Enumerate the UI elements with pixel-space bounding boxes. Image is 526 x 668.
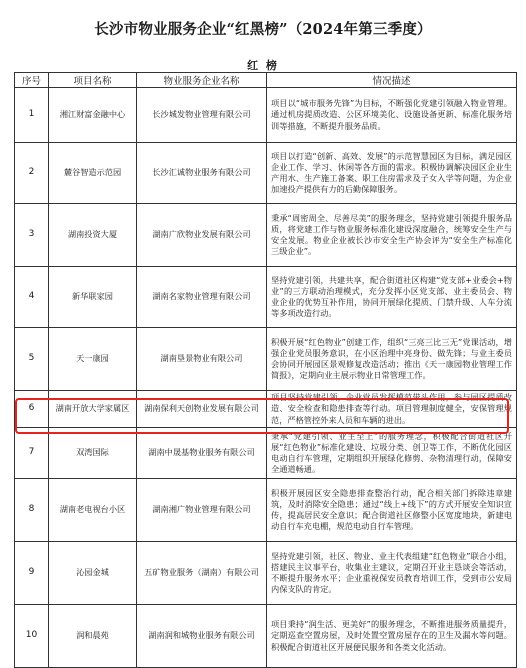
row-company: 湖南中晟基物业服务有限公司	[137, 428, 267, 479]
row-desc: 积极开展园区安全隐患排查整治行动，配合相关部门拆除违章建筑，及时消除安全隐患；通过“线上+线下”的方式开展安全知识宣传，提高居民安全意识；配合街道社区修整小区宽度地块，新建电动自行车充电棚，规范电动自行车管理。	[267, 479, 517, 542]
row-desc: 坚持党建引领，共建共享，配合街道社区构建“党支部+业委会+物业”的三方联动治理模式，充分发挥小区党支部、业主委员会、物业企业的优势互补作用，协同开展绿化提质、门禁升级、人车分流等多项改造行动。	[267, 267, 517, 328]
row-desc: 坚持党建引领，社区、物业、业主代表组建“红色物业”联合小组，搭建民主议事平台，收集业主建议，定期召开业主恳谈会等活动，不断提升服务水平；企业重视保安员教育培训工作，受到市公安局内保支队的肯定。	[267, 542, 517, 605]
row-num: 8	[15, 479, 49, 542]
row-company: 湖南湘广物业管理有限公司	[137, 479, 267, 542]
row-project: 湖南开放大学家属区	[49, 391, 137, 428]
row-num: 4	[15, 267, 49, 328]
row-num: 6	[15, 391, 49, 428]
table-row	[15, 88, 517, 143]
row-project: 麓谷智造示范园	[49, 143, 137, 204]
row-desc: 秉承“党建引领、业主至上”的服务理念，积极配合街道社区开展“红色物业”标准化建设、垃圾分类、创卫等工作，不断优化园区电动自行车管理，定期组织开展绿化修剪、杂物清理行动，保障安全通道畅通。	[267, 428, 517, 479]
row-num: 9	[15, 542, 49, 605]
row-desc: 项目以打造“创新、高效、发展”的示范智慧园区为目标，满足园区企业工作、学习、休闲等各方面的需求。积极协调解决园区企业生产用水、生产施工备案、职工住房需求及子女入学等问题，为企业加速投产提供有力的后勤保障服务。	[267, 143, 517, 204]
table-row	[15, 267, 517, 328]
row-desc: 秉承“周密周全、尽善尽美”的服务理念，坚持党建引领提升服务品质，将党建工作与物业服务标准化建设深度融合，统筹安全生产与安全发展。物业企业被长沙市安全生产协会评为“安全生产标准化三级企业”。	[267, 204, 517, 267]
row-num: 2	[15, 143, 49, 204]
table-header-row	[15, 73, 517, 88]
section-title: 红 榜	[247, 59, 279, 72]
row-company: 长沙城发物业管理有限公司	[137, 88, 267, 143]
row-project: 双湾国际	[49, 428, 137, 479]
row-company: 湖南润和城物业服务有限公司	[137, 605, 267, 668]
table-row	[15, 479, 517, 542]
row-num: 10	[15, 605, 49, 668]
header-desc: 情况描述	[267, 73, 517, 88]
row-company: 湖南垦景物业有限公司	[137, 328, 267, 391]
row-project: 润和晨苑	[49, 605, 137, 668]
row-num: 3	[15, 204, 49, 267]
header-num: 序号	[15, 73, 49, 88]
row-num: 5	[15, 328, 49, 391]
row-company: 湖南名家物业管理有限公司	[137, 267, 267, 328]
header-company: 物业服务企业名称	[137, 73, 267, 88]
row-num: 7	[15, 428, 49, 479]
row-company: 湖南广欣物业发展有限公司	[137, 204, 267, 267]
row-desc: 项目秉持“润生活、更美好”的服务理念，不断推进服务质量提升，定期巡查空置房屋，及时处置空置房屋存在的卫生及漏水等问题。积极配合街道社区开展便民服务和各类文化活动。	[267, 605, 517, 668]
row-project: 新华联家园	[49, 267, 137, 328]
row-num: 1	[15, 88, 49, 143]
row-project: 湖南投资大厦	[49, 204, 137, 267]
table-row	[15, 605, 517, 668]
row-project: 天一康园	[49, 328, 137, 391]
header-project: 项目名称	[49, 73, 137, 88]
document-title: 长沙市物业服务企业“红黑榜”（2024年第三季度）	[94, 21, 432, 38]
row-desc: 项目坚持党建引领，企业党员发挥模范带头作用，参与园区提质改造、安全检查和隐患排查等行动。项目管理制度健全，安保管理规范，严格管控外来人员和车辆的进出。	[267, 391, 517, 428]
table-row	[15, 428, 517, 479]
table-row	[15, 143, 517, 204]
row-project: 沁园金城	[49, 542, 137, 605]
red-list-table	[14, 72, 517, 668]
table-row	[15, 542, 517, 605]
row-desc: 积极开展“红色物业”创建工作，组织“三亮三比三无”党课活动，增强企业党员服务意识，在小区治理中亮身份、做先锋；与业主委员会协同开展园区景观修复改造活动；推出《天一康园物业管理工作简报》，定期向业主展示物业日常管理工作。	[267, 328, 517, 391]
row-project: 湘江财富金融中心	[49, 88, 137, 143]
row-company: 长沙汇诚物业服务有限公司	[137, 143, 267, 204]
table-row	[15, 204, 517, 267]
row-project: 湖南老电视台小区	[49, 479, 137, 542]
row-desc: 项目以“城市服务先锋”为目标，不断强化党建引领融入物业管理。通过机房提质改造、公区环境美化、设施设备更新、标准化服务培训等措施，不断提升服务品质。	[267, 88, 517, 143]
table-row-highlighted	[15, 391, 517, 428]
table-row	[15, 328, 517, 391]
row-company: 湖南保利天创物业发展有限公司	[137, 391, 267, 428]
row-company: 五矿物业服务（湖南）有限公司	[137, 542, 267, 605]
